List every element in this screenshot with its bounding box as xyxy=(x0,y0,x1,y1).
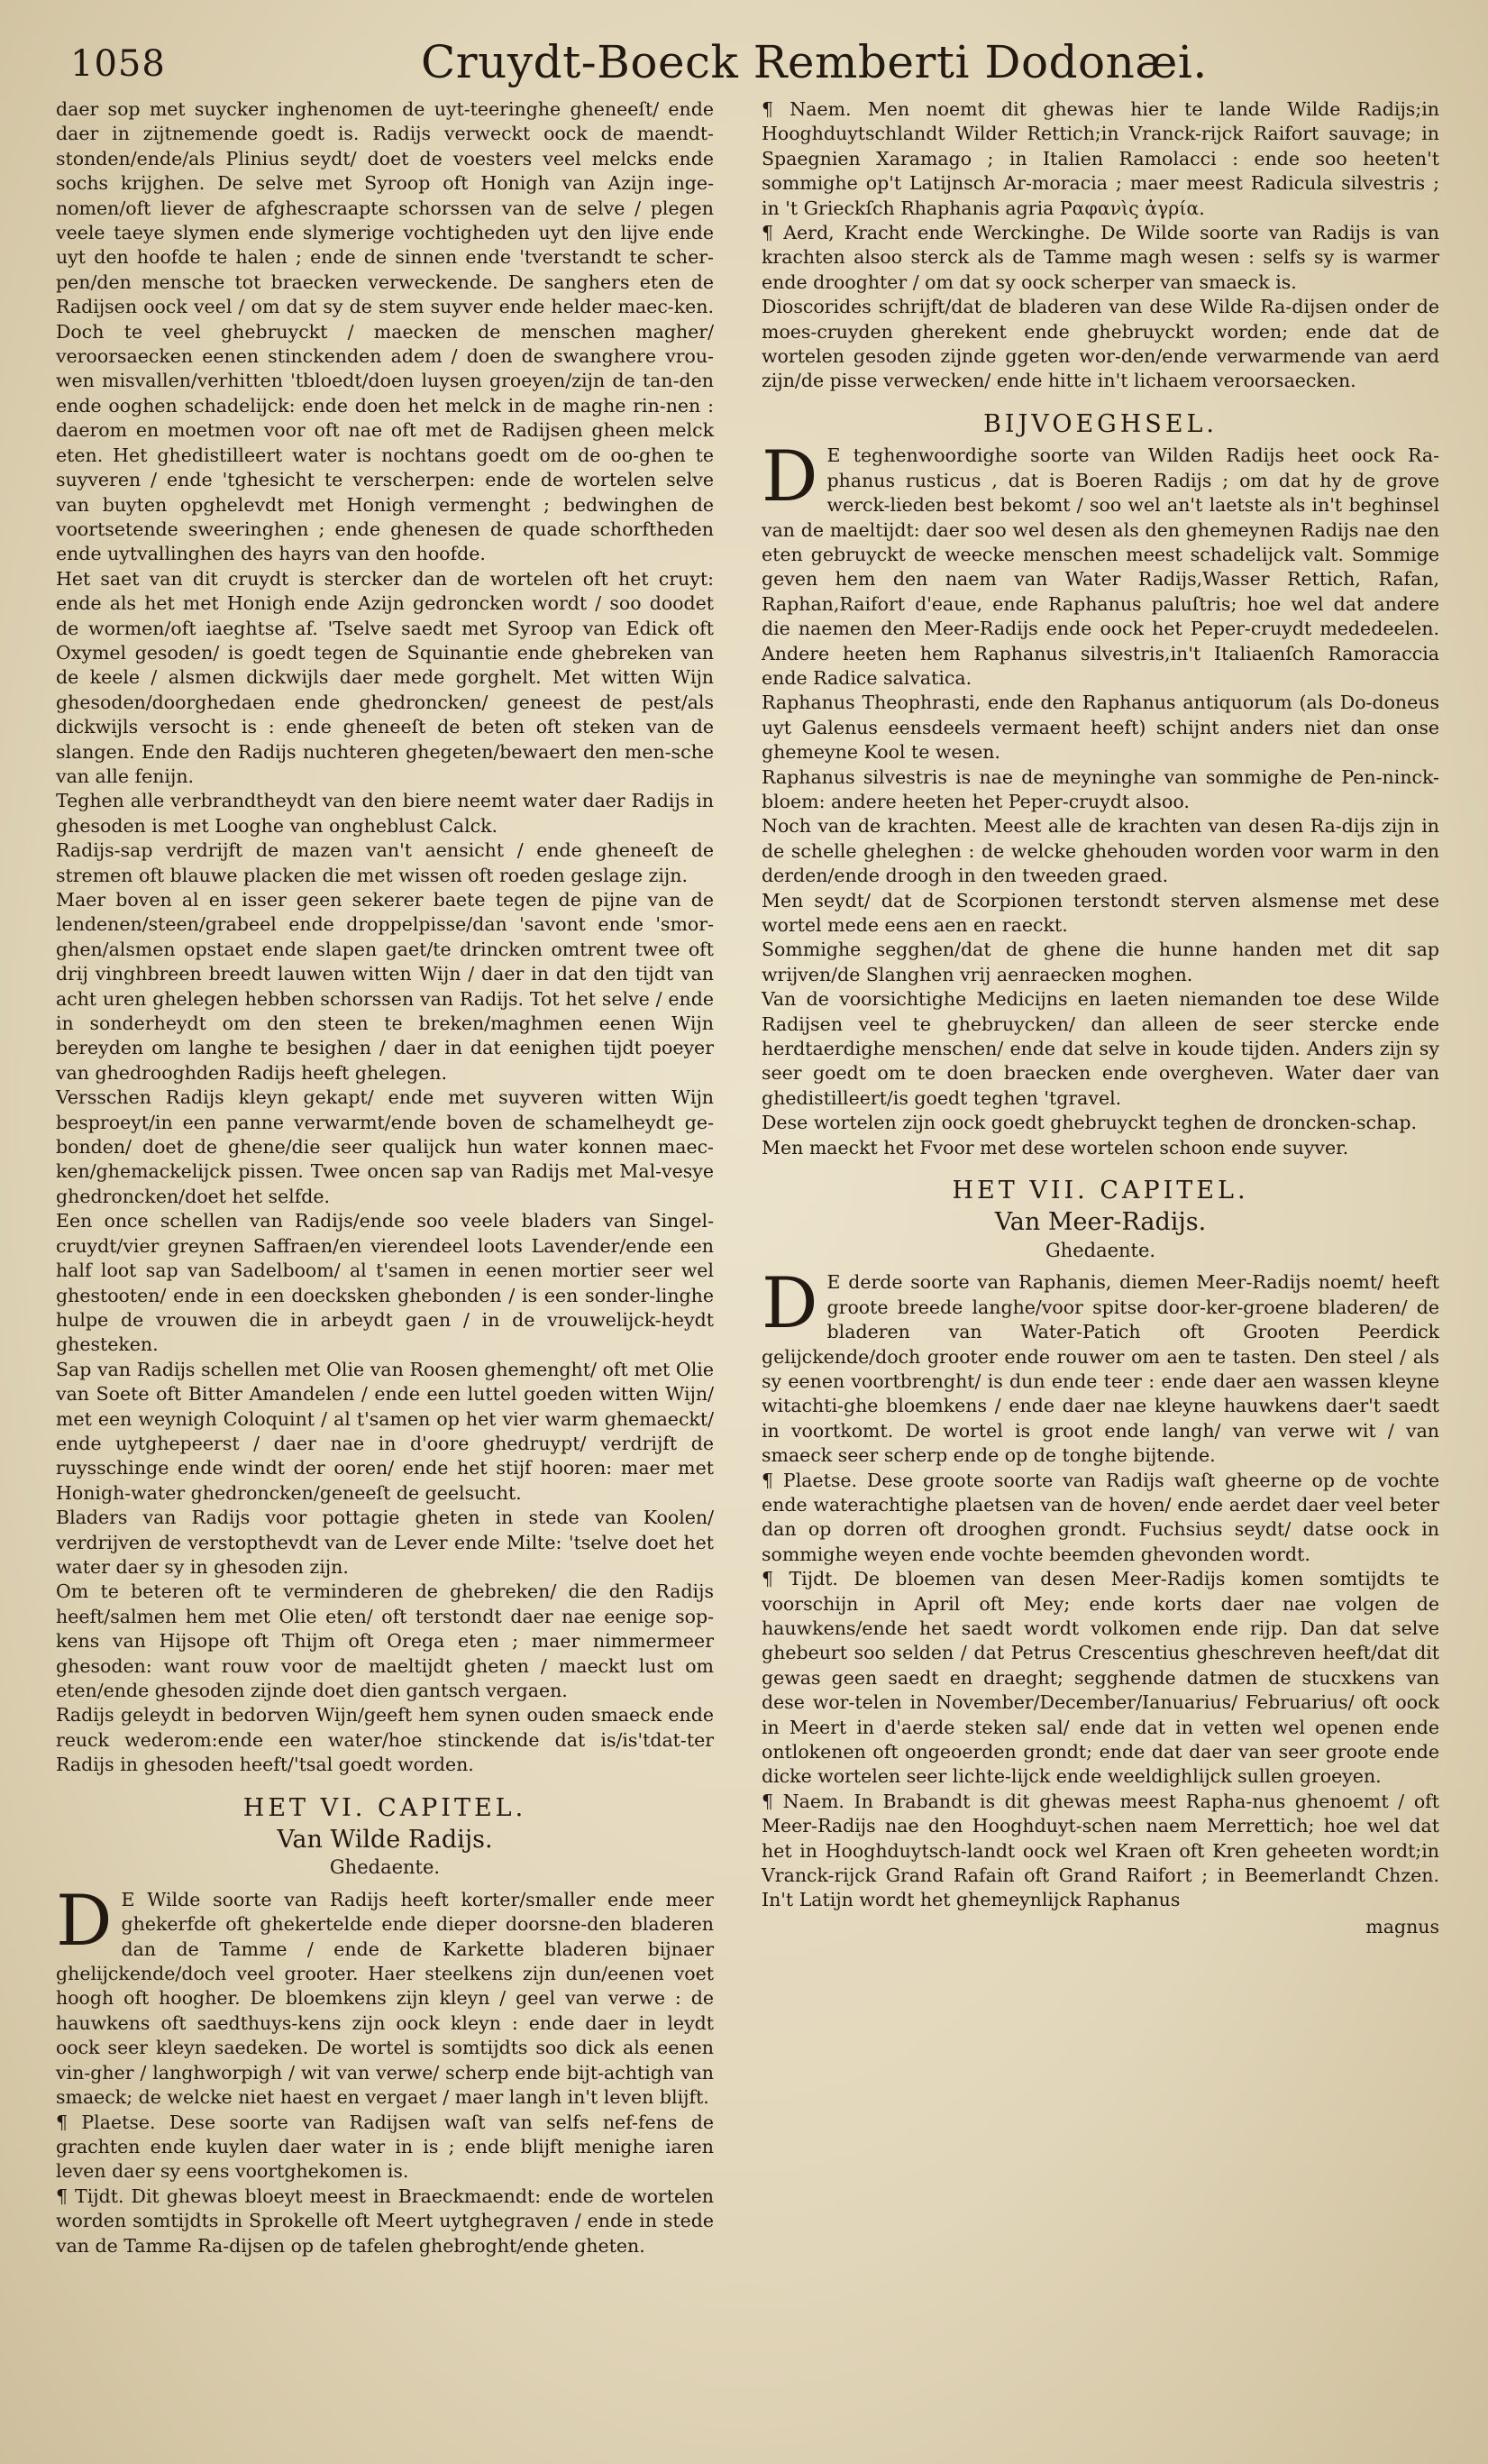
paragraph: ¶ Tijdt. De bloemen van desen Meer-Radijs komen somtijdts te voorschijn in April oft Mey; ende korts daer nae volgen de hauwkens/ende het saedt wordt volkomen ende rijp. Dan dat selve ghebeurt soo selden / dat Petrus Crescentius gheschreven heeft/dat dit gewas geen saedt en draeght; segghende datmen de stucxkens van dese wor-telen in November/December/Ianuarius/ Februarius/ oft oock in Meert in d'aerde steken sal/ ende dat in vetten wel openen ende ontlokenen oft ongeoerden grondt; ende dat daer van seer groote ende dicke wortelen seer lichte-lijck ende weeldighlijck sullen groeyen. xyxy=(762,1568,1439,1788)
section-label: Ghedaente. xyxy=(329,1856,441,1879)
left-column xyxy=(56,97,714,2258)
chapter-heading: HET VII. CAPITEL. xyxy=(952,1177,1249,1205)
paragraph: ¶ Naem. In Brabandt is dit ghewas meest Rapha-nus ghenoemt / oft Meer-Radijs nae den Hooghduyt-schen naem Merrettich; hoe wel dat het in Hooghduytsch-landt oock wel Kraen oft Kren geheeten wordt;in Vranck-rijck Grand Rafain oft Grand Raifort ; in Beemerlandt Chzen. In't Latijn wordt het ghemeynlijck Raphanus xyxy=(762,1790,1439,1911)
paragraph: Van de voorsichtighe Medicijns en laeten niemanden toe dese Wilde Radijsen veel te ghebruycken/ dan alleen de seer stercke ende herdtaerdighe menschen/ ende dat selve in koude tijden. Anders zijn sy seer goedt om te doen braecken ende overgheven. Water daer van ghedistilleert/is goedt teghen 'tgravel. xyxy=(762,988,1439,1109)
paragraph: Een once schellen van Radijs/ende soo veele bladers van Singel-cruydt/vier greynen Saffraen/en vierendeel loots Lavender/ende een half loot sap van Sadelboom/ al t'samen in eenen mortier seer wel ghestooten/ ende in een doecksken ghebonden / is een sonder-linghe hulpe de vrouwen die in arbeydt gaen / in de vrouwelijck-heydt ghesteken. xyxy=(56,1210,714,1356)
paragraph: Dese wortelen zijn oock goedt ghebruyckt teghen de droncken-schap. xyxy=(762,1112,1418,1134)
paragraph: Om te beteren oft te verminderen de ghebreken/ die den Radijs heeft/salmen hem met Olie eten/ oft terstondt daer nae eenige sop-kens van Hijsope oft Thijm oft Orega eten ; maer nimmermeer ghesoden: want rouw voor de maeltijdt gheten / maeckt lust om eten/ende ghesoden zijnde doet dien gantsch vergaen. xyxy=(56,1580,714,1701)
section-label: Ghedaente. xyxy=(1045,1239,1156,1261)
paragraph: Het saet van dit cruydt is stercker dan de wortelen oft het cruyt: ende als het met Honigh ende Azijn gedroncken wordt / soo doodet de wormen/oft iaeghtse af. 'Tselve saedt met Syroop van Edick oft Oxymel gesoden/ is goedt tegen de Squinantie ende ghebreken van de keele / alsmen dickwijls daer mede gorghelt. Met witten Wijn ghesoden/doorghedaen ende ghedroncken/ geneest de pest/als dickwijls versocht is : ende gheneeſt de beten oft steken van de slangen. Ende den Radijs nuchteren ghegeten/bewaert den men-sche van alle fenijn. xyxy=(56,567,714,787)
paragraph: ¶ Plaetse. Dese soorte van Radijsen waſt van selfs nef-fens de grachten ende kuylen daer water in is ; ende blijft menighe iaren leven daer sy eens voortghekomen is. xyxy=(56,2111,714,2183)
catchword: magnus xyxy=(1365,1915,1439,1937)
paragraph xyxy=(762,436,1439,691)
paragraph: Maer boven al en isser geen sekerer baete tegen de pijne van de lendenen/steen/grabeel ende droppelpisse/dan 'savont ende 'smor-ghen/alsmen opstaet ende slapen gaet/te drincken omtrent twee oft drij vinghbreen breedt lauwen witten Wijn / daer in dat den tijdt van acht uren ghelegen hebben schorssen van Radijs. Tot het selve / ende in sonderheydt om den steen te breken/maghmen eenen Wijn bereyden om langhe te besighen / daer in dat eenighen tijdt poeyer van ghedrooghden Radijs heeft ghelegen. xyxy=(56,889,714,1084)
paragraph-text: E teghenwoordighe soorte van Wilden Radijs heet oock Ra-phanus rusticus , dat is Boeren Radijs ; om dat hy de grove werck-lieden best bekomt / soo wel an't laetste als in't beghinsel van de maeltijdt: daer soo wel desen als den ghemeynen Radijs nae den eten gebruyckt de weecke menschen meest schadelijck valt. Sommige geven hem den naem van Water Radijs,Wasser Rettich, Rafan, Raphan,Raifort d'eaue, ende Raphanus paluſtris; hoe wel dat andere die naemen den Meer-Radijs ende oock het Peper-cruydt mededeelen. Andere heeten hem Raphanus silvestris,in't Italiaenſch Ramoraccia ende Radice salvatica. xyxy=(762,444,1439,689)
paragraph: Dioscorides schrijft/dat de bladeren van dese Wilde Ra-dijsen onder de moes-cruyden gherekent ende ghebruyckt worden; ende dat de wortelen gesoden zijnde ggeten wor-den/ende verwarmende van aerd zijn/de pisse verwecken/ ende hitte in't lichaem veroorsaecken. xyxy=(762,296,1439,392)
paragraph-text: E derde soorte van Raphanis, diemen Meer-Radijs noemt/ heeft groote breede langhe/voor spitse door-ker-groene bladeren/ de bladeren van Water-Patich oft Grooten Peerdick gelijckende/doch grooter ende rouwer om aen te tasten. Den steel / als sy eenen voortbrenght/ is dun ende teer : ende daer aen wassen kleyne witachti-ghe bloemkens / ende daer nae kleyne hauwkens daer't saedt in voortkomt. De wortel is groot ende langh/ van verwe wit / van smaeck seer scherp ende op de tonghe bijtende. xyxy=(762,1271,1439,1467)
paragraph: Raphanus silvestris is nae de meyninghe van sommighe de Pen-ninck-bloem: andere heeten het Peper-cruydt alsoo. xyxy=(762,765,1439,812)
drop-cap: D xyxy=(56,1880,113,1962)
chapter-title: Van Wilde Radijs. xyxy=(277,1826,493,1855)
paragraph: Sap van Radijs schellen met Olie van Roosen ghemenght/ oft met Olie van Soete oft Bitter Amandelen / ende een luttel goeden witten Wijn/ met een weynigh Coloquint / al t'samen op het vier warm ghemaeckt/ ende uytghepeerst / daer nae in d'oore ghedruypt/ verdrijft de ruysschinge ende windt der ooren/ ende het stijf hooren: maer met Honigh-water ghedroncken/geneeſt de geelsucht. xyxy=(56,1358,714,1504)
running-title: Cruydt-Boeck Remberti Dodonæi. xyxy=(421,36,1208,88)
paragraph: Raphanus Theophrasti, ende den Raphanus antiquorum (als Do-doneus uyt Galenus eensdeels vermaent heeft) schijnt anders niet dan onse ghemeyne Kool te wesen. xyxy=(762,692,1439,764)
right-column xyxy=(762,97,1439,1939)
drop-cap: D xyxy=(762,436,818,518)
paragraph: Bladers van Radijs voor pottagie gheten in stede van Koolen/ verdrijven de verstopthevdt van de Lever ende Milte: 'tselve doet het water daer sy in ghesoden zijn. xyxy=(56,1507,714,1578)
paragraph xyxy=(762,1263,1439,1468)
paragraph: Men maeckt het Fvoor met dese wortelen schoon ende suyver. xyxy=(762,1136,1349,1159)
page-number: 1058 xyxy=(70,43,166,85)
paragraph: ¶ Tijdt. Dit ghewas bloeyt meest in Braeckmaendt: ende de wortelen worden somtijdts in Sprokelle oft Meert uytghegraven / ende in stede van de Tamme Ra-dijsen op de tafelen ghebroght/ende gheten. xyxy=(56,2185,714,2257)
paragraph: Sommighe segghen/dat de ghene die hunne handen met dit sap wrijven/de Slanghen vrij aenraecken moghen. xyxy=(762,939,1439,985)
chapter-title: Van Meer-Radijs. xyxy=(994,1208,1207,1237)
paragraph-text: E Wilde soorte van Radijs heeft korter/smaller ende meer ghekerfde oft ghekertelde ende dieper doorsne-den bladeren dan de Tamme / ende de Karkette bladeren bijnaer ghelijckende/doch veel grooter. Haer steelkens zijn dun/eenen voet hoogh oft hoogher. De bloemkens zijn kleyn / geel van verwe : de hauwkens oft saedthuys-kens zijn oock kleyn : ende daer in leydt oock seer kleyn saedeken. De wortel is somtijdts soo dick als eenen vin-gher / langhworpigh / wit van verwe/ scherp ende bijt-achtigh van smaeck; de welcke niet haest en vergaet / maer langh in't leven blijft. xyxy=(56,1888,714,2109)
paragraph: Noch van de krachten. Meest alle de krachten van desen Ra-dijs zijn in de schelle gheleghen : de welcke ghehouden worden voor warm in den derden/ende droogh in den tweeden graed. xyxy=(762,815,1439,887)
paragraph xyxy=(56,1880,714,2111)
paragraph: daer sop met suycker inghenomen de uyt-teeringhe gheneeſt/ ende daer in zijtnemende goedt is. Radijs verweckt oock de maendt-stonden/ende/als Plinius seydt/ doet de voesters veel melcks ende sochs krijghen. De selve met Syroop oft Honigh van Azijn inge-nomen/oft liever de afghescraapte schorssen van de selve / plegen veele taeye slymen ende slymerige vochtigheden uyt den lijve ende uyt den hoofde te halen ; ende de sinnen ende 'tverstandt te scher-pen/den mensche tot braecken verweckende. De sanghers eten de Radijsen oock veel / om dat sy de stem suyver ende helder maec-ken. Doch te veel ghebruyckt / maecken de menschen magher/ veroorsaecken eenen stinckenden adem / doen de swanghere vrou-wen misvallen/verhitten 'tbloedt/doen luysen groeyen/zijn de tan-den ende ooghen schadelijck: ende doen het melck in de maghe rin-nen : daerom en moetmen voor oft nae oft met de Radijsen gheen melck eten. Het ghedistilleert water is nochtans goedt om de oo-ghen te suyveren / ende 'tghesicht te verscherpen: ende de wortelen selve van buyten opghelevdt met Honigh vermenght ; bedwinghen de voortsetende sweeringhen ; ende ghenesen de quade schorftheden ende uytvallinghen des hayrs van den hoofde. xyxy=(56,98,714,565)
paragraph: Teghen alle verbrandtheydt van den biere neemt water daer Radijs in ghesoden is met Looghe van ongheblust Calck. xyxy=(56,790,714,837)
page-header xyxy=(65,32,1417,96)
paragraph: ¶ Aerd, Kracht ende Werckinghe. De Wilde soorte van Radijs is van krachten alsoo sterck als de Tamme magh wesen : selfs sy is warmer ende drooghter / om dat sy oock scherper van smaeck is. xyxy=(762,222,1439,293)
paragraph: Men seydt/ dat de Scorpionen terstondt sterven alsmense met dese wortel mede eens aen en raeckt. xyxy=(762,889,1439,936)
chapter-heading: HET VI. CAPITEL. xyxy=(242,1793,527,1822)
paragraph: Radijs-sap verdrijft de mazen van't aensicht / ende gheneeſt de stremen oft blauwe placken die met wissen oft roeden geslage zijn. xyxy=(56,839,714,886)
paragraph: Radijs geleydt in bedorven Wijn/geeft hem synen ouden smaeck ende reuck wederom:ende een water/hoe stinckende dat is/is'tdat-ter Radijs in ghesoden heeft/'tsal goedt worden. xyxy=(56,1704,714,1776)
paragraph: ¶ Naem. Men noemt dit ghewas hier te lande Wilde Radijs;in Hooghduytschlandt Wilder Rettich;in Vranck-rijck Raifort sauvage; in Spaegnien Xaramago ; in Italien Ramolacci : ende soo heeten't sommighe op't Latijnsch Ar-moracia ; maer meest Radicula silvestris ; in 't Grieckſch Rhaphanis agria Ραφανὶς ἀγρία. xyxy=(762,98,1439,219)
section-heading: BIJVOEGHSEL. xyxy=(982,409,1219,438)
drop-cap: D xyxy=(762,1263,818,1345)
paragraph: Versschen Radijs kleyn gekapt/ ende met suyveren witten Wijn besproeyt/in een panne verwarmt/ende boven de schamelheydt ge-bonden/ doet de ghene/die seer qualijck hun water konnen maec-ken/ghemackelijck pissen. Twee oncen sap van Radijs met Mal-vesye ghedroncken/doet het selfde. xyxy=(56,1086,714,1207)
paragraph: ¶ Plaetse. Dese groote soorte van Radijs waſt gheerne op de vochte ende waterachtighe plaetsen van de hoven/ ende aerdet daer veel beter dan op dorren oft drooghen grondt. Fuchsius seydt/ datse oock in sommighe weyen ende vochte beemden ghevonden wordt. xyxy=(762,1469,1439,1565)
